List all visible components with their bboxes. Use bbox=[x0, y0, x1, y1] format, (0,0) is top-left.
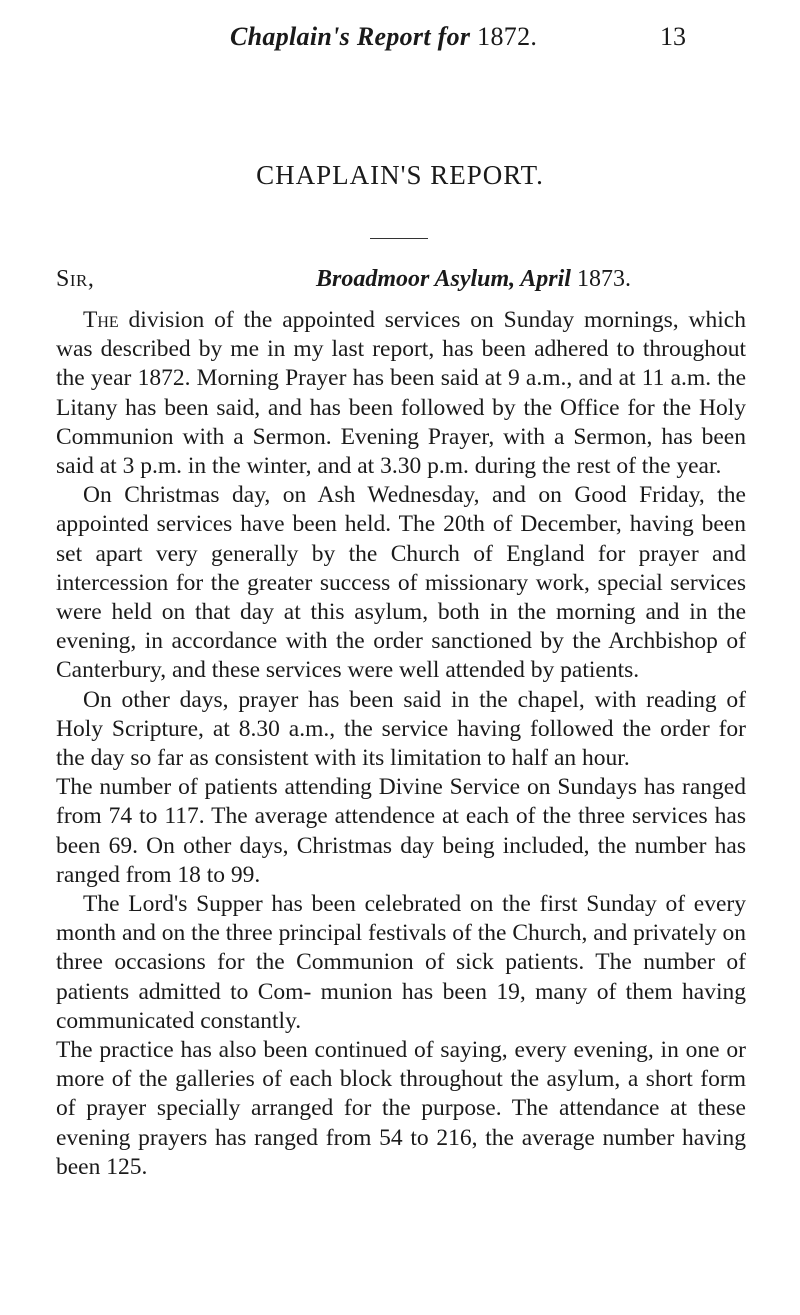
paragraph-3: On other days, prayer has been said in the chapel, with reading of Holy Scripture, at 8.30 a.m., the service having followed the order for the day so far as consistent with its limitation to half an hour. bbox=[56, 686, 746, 772]
title-divider bbox=[370, 238, 428, 239]
running-header bbox=[0, 22, 800, 62]
place-date-text: Broadmoor Asylum, April bbox=[316, 266, 571, 292]
report-body bbox=[56, 306, 746, 1182]
running-year: 1872. bbox=[477, 22, 538, 51]
paragraph-2: On Christmas day, on Ash Wednesday, and on Good Friday, the appointed services have been held. The 20th of December, having been set apart very generally by the Church of England for prayer and intercession for the greater success of missionary work, special services were held on that day at this asylum, both in the morning and in the evening, in accordance with the order sanctioned by the Archbishop of Canterbury, and these services were well attended by patients. bbox=[56, 482, 746, 684]
paragraph-text: division of the appointed services on Sunday mornings, which was described by me in my last report, has been adhered to throughout the year 1872. Morning Prayer has been said at 9 a.m., and at 11 a.m. the Litany has been said, and has been followed by the Office for the Holy Communion with a Sermon. Evening Prayer, with a Sermon, has been said at 3 p.m. in the winter, and at 3.30 p.m. during the rest of the year. bbox=[56, 307, 746, 480]
paragraph-4: The number of patients attending Divine Service on Sundays has ranged from 74 to 117. The average attendence at each of the three services has been 69. On other days, Christmas day being included, the number has ranged from 18 to 99. bbox=[56, 774, 746, 888]
paragraph-lead-word: The bbox=[83, 307, 119, 333]
salutation-greeting: Sir, bbox=[56, 266, 95, 292]
salutation-year: 1873. bbox=[576, 266, 631, 292]
page-title: CHAPLAIN'S REPORT. bbox=[256, 160, 544, 190]
paragraph-5: The Lord's Supper has been celebrated on the first Sunday of every month and on the three principal festivals of the Church, and privately on three occasions for the Communion of sick patients. The number of patients admitted to Com- munion has been 19, many of them having communicated constantly. bbox=[56, 891, 746, 1034]
paragraph-1 bbox=[56, 306, 746, 481]
page-number: 13 bbox=[660, 22, 686, 51]
running-title bbox=[230, 22, 537, 52]
salutation-line bbox=[56, 266, 746, 302]
running-title-italic: Chaplain's Report for bbox=[230, 22, 471, 51]
salutation-place-date bbox=[316, 266, 631, 293]
paragraph-6: The practice has also been continued of saying, every evening, in one or more of the galleries of each block throughout the asylum, a short form of prayer specially arranged for the purpose. The attendance at these evening prayers has ranged from 54 to 216, the average number having been 125. bbox=[56, 1037, 746, 1180]
